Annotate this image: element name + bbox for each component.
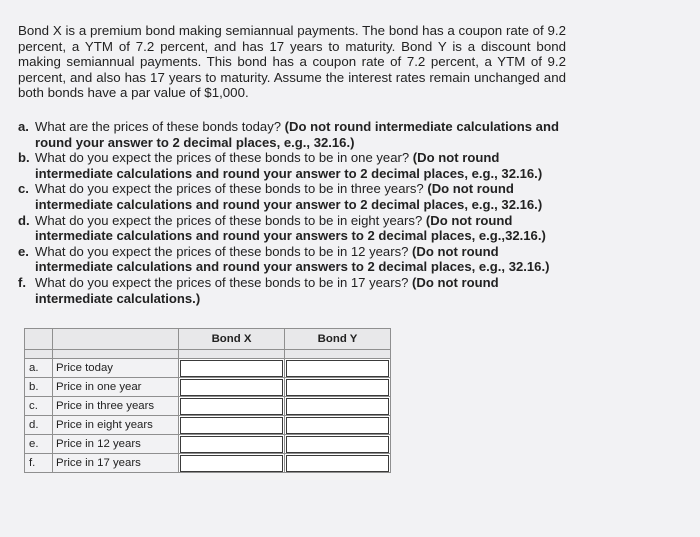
row-label: Price in three years: [53, 397, 179, 416]
table-row: [25, 454, 391, 473]
header-blank: [53, 329, 179, 350]
table-row: [25, 416, 391, 435]
question-note: (Do not round intermediate calculations and round your answers to 2 decimal places, e.g., 32.16.): [35, 243, 550, 275]
row-label: Price in eight years: [53, 416, 179, 435]
table-row: [25, 359, 391, 378]
bond-y-price-12-years-input[interactable]: [286, 436, 389, 453]
row-letter: a.: [25, 359, 53, 378]
question-list: [18, 119, 578, 306]
bond-y-price-three-years-input[interactable]: [286, 398, 389, 415]
table-row: [25, 378, 391, 397]
row-letter: c.: [25, 397, 53, 416]
question-note: (Do not round intermediate calculations and round your answers to 2 decimal places, e.g.,32.16.): [35, 212, 546, 244]
bond-x-price-three-years-input[interactable]: [180, 398, 283, 415]
bond-x-price-17-years-input[interactable]: [180, 455, 283, 472]
header-blank: [25, 329, 53, 350]
question-letter: a.: [18, 119, 29, 134]
row-label: Price in one year: [53, 378, 179, 397]
question-letter: b.: [18, 150, 30, 166]
question-text: What do you expect the prices of these bonds to be in one year?: [35, 150, 413, 166]
question-note: (Do not round intermediate calculations and round your answer to 2 decimal places, e.g., 32.16.): [35, 119, 559, 150]
table-header-row: [25, 329, 391, 350]
row-label: Price today: [53, 359, 179, 378]
row-letter: f.: [25, 454, 53, 473]
bond-x-price-eight-years-input[interactable]: [180, 417, 283, 434]
question-c: [18, 181, 578, 212]
table-spacer-row: [25, 350, 391, 359]
question-text: What are the prices of these bonds today?: [35, 119, 285, 134]
question-text: What do you expect the prices of these bonds to be in 12 years?: [35, 243, 413, 259]
answer-table: [24, 328, 391, 473]
question-d: [18, 213, 578, 244]
problem-statement: Bond X is a premium bond making semiannual payments. The bond has a coupon rate of 9.2 percent, a YTM of 7.2 percent, and has 17 years to maturity. Bond Y is a discount bond making semiannual payments. This bond has a coupon rate of 7.2 percent, a YTM of 9.2 percent, and also has 17 years to maturity. Assume the interest rates remain unchanged and both bonds have a par value of $1,000.: [18, 23, 566, 101]
bond-x-price-12-years-input[interactable]: [180, 436, 283, 453]
bond-x-price-today-input[interactable]: [180, 360, 283, 377]
table-row: [25, 397, 391, 416]
row-label: Price in 17 years: [53, 454, 179, 473]
question-text: What do you expect the prices of these bonds to be in eight years?: [35, 212, 426, 228]
question-letter: f.: [18, 274, 26, 290]
bond-y-price-17-years-input[interactable]: [286, 455, 389, 472]
question-note: (Do not round intermediate calculations and round your answer to 2 decimal places, e.g., 32.16.): [35, 181, 543, 212]
question-text: What do you expect the prices of these bonds to be in 17 years?: [35, 274, 413, 290]
row-letter: e.: [25, 435, 53, 454]
bond-x-price-one-year-input[interactable]: [180, 379, 283, 396]
question-note: (Do not round intermediate calculations and round your answer to 2 decimal places, e.g., 32.16.): [35, 150, 543, 181]
header-bond-y: Bond Y: [285, 329, 391, 350]
question-note: (Do not round intermediate calculations.): [35, 274, 499, 306]
question-letter: c.: [18, 181, 29, 197]
question-f: [18, 275, 578, 306]
question-text: What do you expect the prices of these bonds to be in three years?: [35, 181, 428, 197]
bond-y-price-one-year-input[interactable]: [286, 379, 389, 396]
question-a: [18, 119, 578, 150]
header-bond-x: Bond X: [179, 329, 285, 350]
question-letter: d.: [18, 212, 30, 228]
table-row: [25, 435, 391, 454]
question-b: [18, 150, 578, 181]
bond-y-price-eight-years-input[interactable]: [286, 417, 389, 434]
row-letter: b.: [25, 378, 53, 397]
row-letter: d.: [25, 416, 53, 435]
question-letter: e.: [18, 243, 29, 259]
row-label: Price in 12 years: [53, 435, 179, 454]
bond-y-price-today-input[interactable]: [286, 360, 389, 377]
question-e: [18, 244, 578, 275]
